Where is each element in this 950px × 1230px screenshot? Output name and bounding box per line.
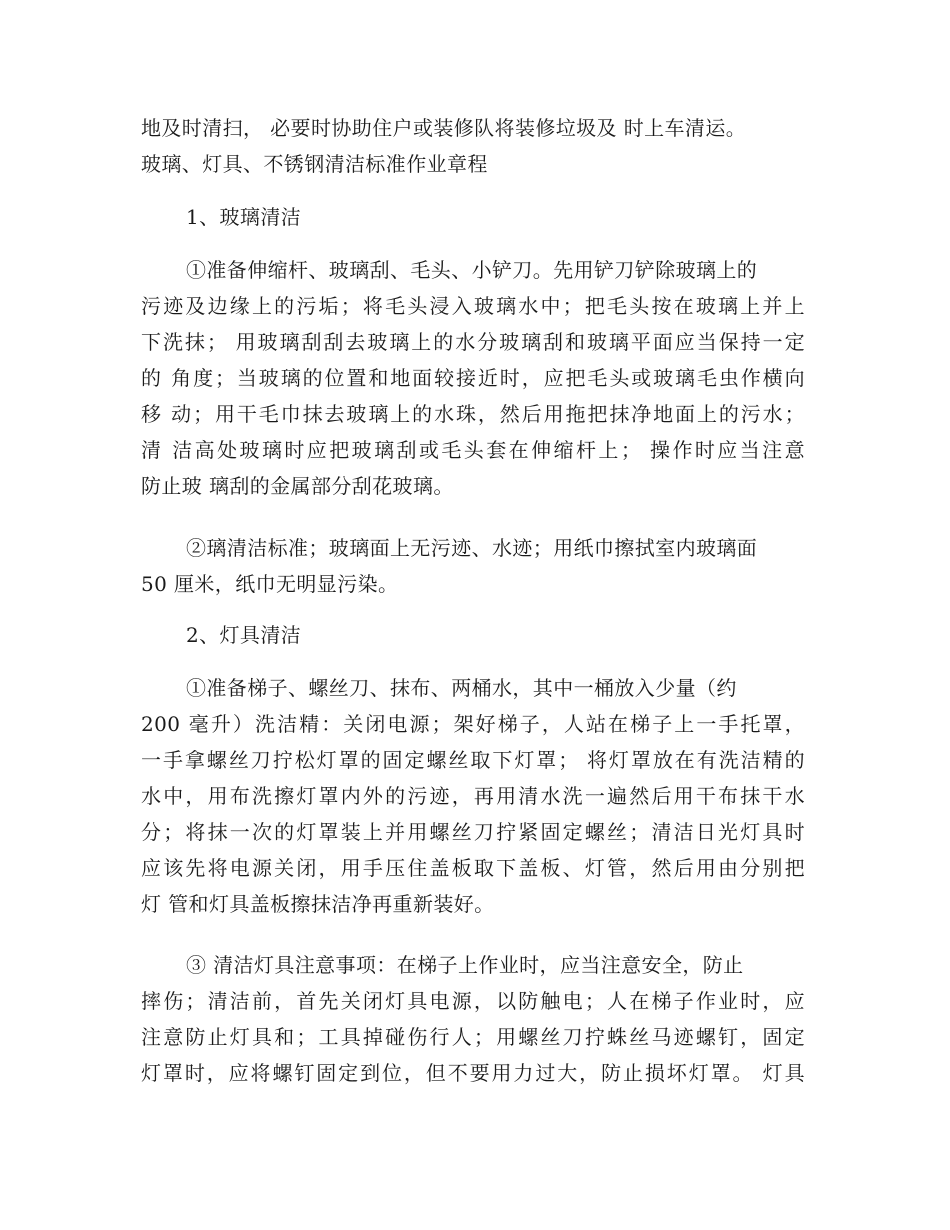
paragraph-line: 摔伤；清洁前，首先关闭灯具电源，以防触电；人在梯子作业时，应 bbox=[141, 989, 805, 1013]
subsection-heading: 1、玻璃清洁 bbox=[186, 205, 302, 229]
paragraph-line: ①准备伸缩杆、玻璃刮、毛头、小铲刀。先用铲刀铲除玻璃上的 bbox=[186, 258, 758, 282]
paragraph-line: 污迹及边缘上的污垢；将毛头浸入玻璃水中；把毛头按在玻璃上并上 bbox=[141, 294, 805, 318]
subsection-heading: 2、灯具清洁 bbox=[186, 623, 302, 647]
text-line: 地及时清扫， 必要时协助住户或装修队将装修垃圾及 时上车清运。 bbox=[141, 116, 747, 140]
paragraph-line: 防止玻 璃刮的金属部分刮花玻璃。 bbox=[141, 474, 454, 498]
paragraph-line: 移 动；用干毛巾抹去玻璃上的水珠，然后用拖把抹净地面上的污水； bbox=[141, 402, 805, 426]
paragraph-line: 200 毫升）洗洁精：关闭电源；架好梯子，人站在梯子上一手托罩， bbox=[141, 712, 805, 736]
paragraph-line: 注意防止灯具和；工具掉碰伤行人；用螺丝刀拧蛛丝马迹螺钉，固定 bbox=[141, 1025, 805, 1049]
paragraph-line: 清 洁高处玻璃时应把玻璃刮或毛头套在伸缩杆上； 操作时应当注意 bbox=[141, 438, 805, 462]
paragraph-line: 分；将抹一次的灯罩装上并用螺丝刀拧紧固定螺丝；清洁日光灯具时 bbox=[141, 820, 805, 844]
paragraph-line: 水中，用布洗擦灯罩内外的污迹，再用清水洗一遍然后用干布抹干水 bbox=[141, 784, 805, 808]
paragraph-line: 下洗抹； 用玻璃刮刮去玻璃上的水分玻璃刮和玻璃平面应当保持一定 bbox=[141, 330, 805, 354]
paragraph-line: ①准备梯子、螺丝刀、抹布、两桶水，其中一桶放入少量（约 bbox=[186, 676, 737, 700]
paragraph-line: 灯罩时，应将螺钉固定到位，但不要用力过大，防止损坏灯罩。 灯具 bbox=[141, 1061, 805, 1085]
paragraph-line: 50 厘米，纸巾无明显污染。 bbox=[141, 572, 399, 596]
section-heading: 玻璃、灯具、不锈钢清洁标准作业章程 bbox=[141, 152, 488, 176]
paragraph-line: 灯 管和灯具盖板擦抹洁净再重新装好。 bbox=[141, 892, 495, 916]
paragraph-line: 一手拿螺丝刀拧松灯罩的固定螺丝取下灯罩； 将灯罩放在有洗洁精的 bbox=[141, 748, 805, 772]
paragraph-line: ②璃清洁标准；玻璃面上无污迹、水迹；用纸巾擦拭室内玻璃面 bbox=[186, 536, 758, 560]
paragraph-line: 应该先将电源关闭，用手压住盖板取下盖板、灯管，然后用由分别把 bbox=[141, 856, 805, 880]
paragraph-line: ③ 清洁灯具注意事项：在梯子上作业时，应当注意安全，防止 bbox=[186, 953, 744, 977]
paragraph-line: 的 角度；当玻璃的位置和地面较接近时，应把毛头或玻璃毛虫作横向 bbox=[141, 366, 805, 390]
